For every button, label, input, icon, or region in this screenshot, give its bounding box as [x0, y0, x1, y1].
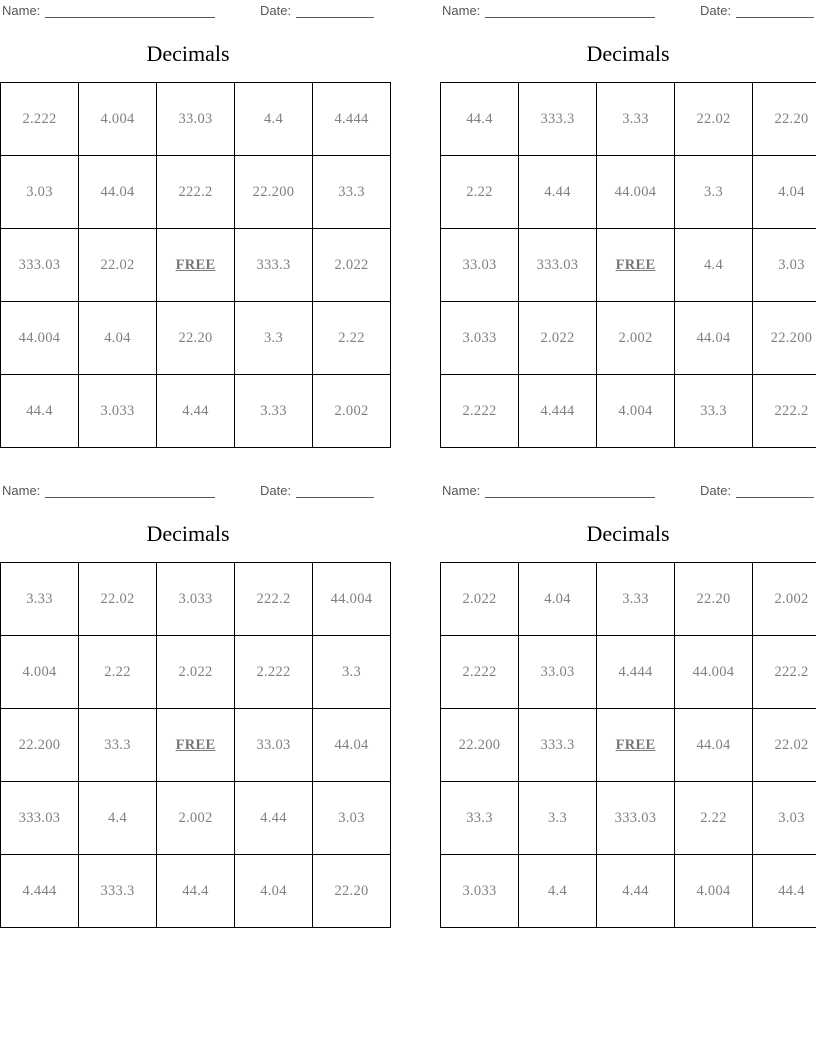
- bingo-cell: 2.022: [157, 636, 235, 709]
- bingo-cell: 2.022: [313, 229, 391, 302]
- bingo-cell: 4.44: [519, 156, 597, 229]
- bingo-cell: 333.3: [519, 709, 597, 782]
- bingo-row: [441, 636, 816, 709]
- bingo-cell: 22.02: [675, 83, 753, 156]
- bingo-row: [1, 156, 391, 229]
- bingo-cell: 22.20: [313, 855, 391, 928]
- bingo-cell: 4.4: [235, 83, 313, 156]
- bingo-cell: 44.4: [1, 375, 79, 448]
- bingo-row: [441, 782, 816, 855]
- name-field: [442, 3, 655, 18]
- bingo-cell: 4.44: [597, 855, 675, 928]
- free-cell: FREE: [597, 229, 675, 302]
- bingo-cell: 33.03: [441, 229, 519, 302]
- bingo-cell: 22.20: [675, 563, 753, 636]
- bingo-cell: 4.444: [519, 375, 597, 448]
- bingo-cell: 44.04: [675, 709, 753, 782]
- card-header: [0, 3, 376, 20]
- bingo-cell: 33.03: [157, 83, 235, 156]
- bingo-grid: [440, 562, 816, 928]
- bingo-cell: 2.22: [675, 782, 753, 855]
- bingo-cell: 2.022: [441, 563, 519, 636]
- bingo-card-bottom-left: [0, 480, 376, 918]
- bingo-cell: 2.222: [441, 375, 519, 448]
- bingo-cell: 33.3: [313, 156, 391, 229]
- bingo-cell: 44.4: [441, 83, 519, 156]
- bingo-cell: 3.33: [1, 563, 79, 636]
- bingo-grid: [0, 562, 391, 928]
- bingo-row: [1, 229, 391, 302]
- bingo-cell: 2.002: [597, 302, 675, 375]
- bingo-cell: 44.04: [79, 156, 157, 229]
- bingo-cell: 44.4: [157, 855, 235, 928]
- bingo-cell: 22.200: [1, 709, 79, 782]
- bingo-cell: 4.4: [79, 782, 157, 855]
- bingo-cell: 44.4: [753, 855, 816, 928]
- name-label: Name:: [442, 3, 481, 18]
- date-blank-line: [736, 3, 814, 18]
- bingo-cell: 222.2: [753, 375, 816, 448]
- bingo-cell: 4.004: [675, 855, 753, 928]
- bingo-cell: 2.22: [79, 636, 157, 709]
- bingo-cell: 333.03: [597, 782, 675, 855]
- free-cell: FREE: [157, 709, 235, 782]
- name-field: [442, 483, 655, 498]
- card-title: Decimals: [146, 521, 230, 546]
- bingo-cell: 4.4: [675, 229, 753, 302]
- bingo-cell: 222.2: [157, 156, 235, 229]
- bingo-cell: 3.33: [597, 563, 675, 636]
- bingo-row: [1, 302, 391, 375]
- date-field: [260, 3, 374, 18]
- bingo-cell: 4.444: [597, 636, 675, 709]
- bingo-cell: 2.22: [313, 302, 391, 375]
- bingo-cell: 4.04: [79, 302, 157, 375]
- bingo-card-top-left: [0, 0, 376, 438]
- bingo-row: [441, 156, 816, 229]
- bingo-cell: 4.004: [79, 83, 157, 156]
- bingo-cell: 2.002: [157, 782, 235, 855]
- bingo-cell: 333.3: [79, 855, 157, 928]
- bingo-cell: 2.002: [753, 563, 816, 636]
- card-header: [440, 483, 816, 500]
- bingo-cell: 2.222: [235, 636, 313, 709]
- bingo-row: [441, 709, 816, 782]
- name-blank-line: [45, 3, 215, 18]
- bingo-row: [441, 563, 816, 636]
- date-label: Date:: [260, 483, 292, 498]
- bingo-cell: 3.033: [441, 855, 519, 928]
- card-title: Decimals: [586, 41, 670, 66]
- bingo-cell: 2.002: [313, 375, 391, 448]
- name-blank-line: [485, 483, 655, 498]
- bingo-cell: 44.004: [675, 636, 753, 709]
- date-field: [700, 3, 814, 18]
- date-blank-line: [296, 3, 374, 18]
- bingo-cell: 22.02: [79, 229, 157, 302]
- bingo-cell: 44.04: [313, 709, 391, 782]
- bingo-cell: 3.3: [313, 636, 391, 709]
- bingo-cell: 222.2: [235, 563, 313, 636]
- bingo-cell: 333.03: [519, 229, 597, 302]
- date-label: Date:: [260, 3, 292, 18]
- bingo-cell: 22.200: [441, 709, 519, 782]
- bingo-cell: 22.02: [79, 563, 157, 636]
- bingo-cell: 3.033: [79, 375, 157, 448]
- bingo-cell: 4.44: [235, 782, 313, 855]
- bingo-cell: 44.004: [313, 563, 391, 636]
- bingo-row: [1, 709, 391, 782]
- bingo-cell: 22.200: [235, 156, 313, 229]
- bingo-cell: 4.444: [313, 83, 391, 156]
- bingo-cell: 4.04: [235, 855, 313, 928]
- bingo-cell: 33.3: [675, 375, 753, 448]
- name-label: Name:: [442, 483, 481, 498]
- bingo-cell: 3.33: [597, 83, 675, 156]
- bingo-cell: 3.033: [441, 302, 519, 375]
- bingo-cell: 44.004: [1, 302, 79, 375]
- bingo-cell: 44.04: [675, 302, 753, 375]
- bingo-card-bottom-right: [440, 480, 816, 918]
- name-label: Name:: [2, 3, 41, 18]
- bingo-cell: 3.3: [519, 782, 597, 855]
- bingo-cell: 2.222: [441, 636, 519, 709]
- bingo-cell: 3.03: [753, 229, 816, 302]
- bingo-cell: 3.3: [675, 156, 753, 229]
- bingo-cell: 22.20: [753, 83, 816, 156]
- bingo-cell: 3.33: [235, 375, 313, 448]
- bingo-row: [1, 636, 391, 709]
- bingo-cell: 2.022: [519, 302, 597, 375]
- name-blank-line: [485, 3, 655, 18]
- bingo-row: [441, 229, 816, 302]
- bingo-cell: 4.04: [753, 156, 816, 229]
- bingo-row: [441, 855, 816, 928]
- bingo-row: [1, 782, 391, 855]
- card-title: Decimals: [146, 41, 230, 66]
- bingo-cell: 4.004: [1, 636, 79, 709]
- bingo-row: [441, 302, 816, 375]
- bingo-row: [1, 375, 391, 448]
- card-title: Decimals: [586, 521, 670, 546]
- bingo-row: [1, 83, 391, 156]
- card-header: [0, 483, 376, 500]
- bingo-cell: 333.03: [1, 782, 79, 855]
- bingo-cell: 222.2: [753, 636, 816, 709]
- date-label: Date:: [700, 483, 732, 498]
- bingo-row: [1, 855, 391, 928]
- bingo-cell: 44.004: [597, 156, 675, 229]
- date-field: [700, 483, 814, 498]
- bingo-cell: 33.03: [235, 709, 313, 782]
- name-blank-line: [45, 483, 215, 498]
- free-cell: FREE: [597, 709, 675, 782]
- free-cell: FREE: [157, 229, 235, 302]
- bingo-cell: 4.004: [597, 375, 675, 448]
- bingo-cell: 33.3: [441, 782, 519, 855]
- name-label: Name:: [2, 483, 41, 498]
- bingo-cell: 3.033: [157, 563, 235, 636]
- bingo-cell: 3.3: [235, 302, 313, 375]
- bingo-cell: 333.03: [1, 229, 79, 302]
- date-blank-line: [736, 483, 814, 498]
- bingo-row: [441, 83, 816, 156]
- bingo-grid: [440, 82, 816, 448]
- bingo-grid: [0, 82, 391, 448]
- bingo-cell: 22.20: [157, 302, 235, 375]
- name-field: [2, 3, 215, 18]
- bingo-cell: 22.200: [753, 302, 816, 375]
- bingo-cell: 4.44: [157, 375, 235, 448]
- card-header: [440, 3, 816, 20]
- bingo-cell: 4.4: [519, 855, 597, 928]
- bingo-cell: 22.02: [753, 709, 816, 782]
- bingo-row: [1, 563, 391, 636]
- bingo-cell: 4.04: [519, 563, 597, 636]
- bingo-cell: 333.3: [235, 229, 313, 302]
- bingo-cell: 4.444: [1, 855, 79, 928]
- bingo-cell: 3.03: [753, 782, 816, 855]
- date-field: [260, 483, 374, 498]
- bingo-cell: 3.03: [1, 156, 79, 229]
- date-label: Date:: [700, 3, 732, 18]
- bingo-cell: 33.03: [519, 636, 597, 709]
- bingo-row: [441, 375, 816, 448]
- bingo-card-top-right: [440, 0, 816, 438]
- bingo-cell: 3.03: [313, 782, 391, 855]
- bingo-cell: 2.222: [1, 83, 79, 156]
- date-blank-line: [296, 483, 374, 498]
- name-field: [2, 483, 215, 498]
- bingo-cell: 33.3: [79, 709, 157, 782]
- bingo-cell: 2.22: [441, 156, 519, 229]
- bingo-cell: 333.3: [519, 83, 597, 156]
